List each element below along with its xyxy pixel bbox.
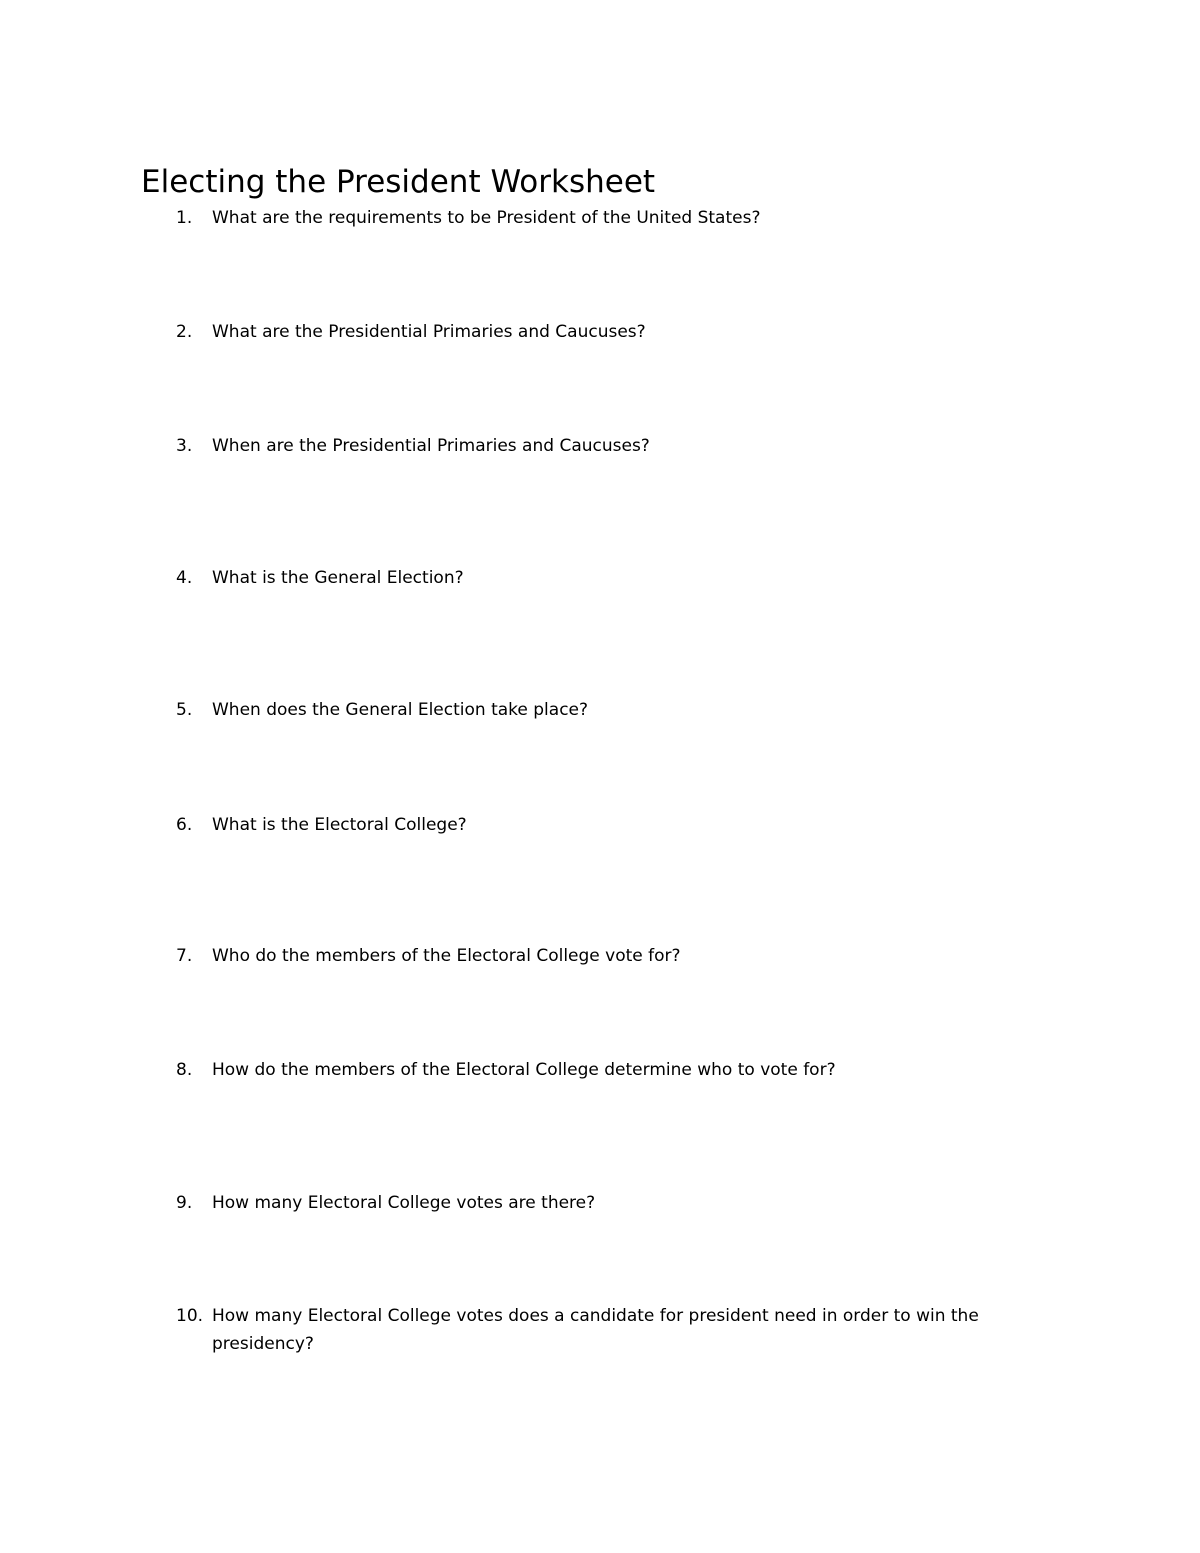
question-number: 9.: [176, 1193, 193, 1213]
question-number: 4.: [176, 568, 193, 588]
question-text: When are the Presidential Primaries and Caucuses?: [212, 436, 650, 456]
question-number: 8.: [176, 1060, 193, 1080]
question-text: How do the members of the Electoral College determine who to vote for?: [212, 1060, 836, 1080]
question-number: 10.: [176, 1306, 204, 1326]
question-number: 1.: [176, 208, 193, 228]
question-text: How many Electoral College votes are there?: [212, 1193, 596, 1213]
question-text: How many Electoral College votes does a candidate for president need in order to win the presidency?: [212, 1306, 979, 1354]
question-number: 6.: [176, 815, 193, 835]
question-text: Who do the members of the Electoral College vote for?: [212, 946, 681, 966]
question-text: What are the requirements to be President of the United States?: [212, 208, 761, 228]
question-text: What are the Presidential Primaries and Caucuses?: [212, 322, 646, 342]
question-number: 7.: [176, 946, 193, 966]
question-number: 2.: [176, 322, 193, 342]
page-title: Electing the President Worksheet: [141, 164, 656, 200]
question-text: When does the General Election take place?: [212, 700, 589, 720]
question-text: What is the General Election?: [212, 568, 464, 588]
question-text: What is the Electoral College?: [212, 815, 467, 835]
question-number: 5.: [176, 700, 193, 720]
question-number: 3.: [176, 436, 193, 456]
